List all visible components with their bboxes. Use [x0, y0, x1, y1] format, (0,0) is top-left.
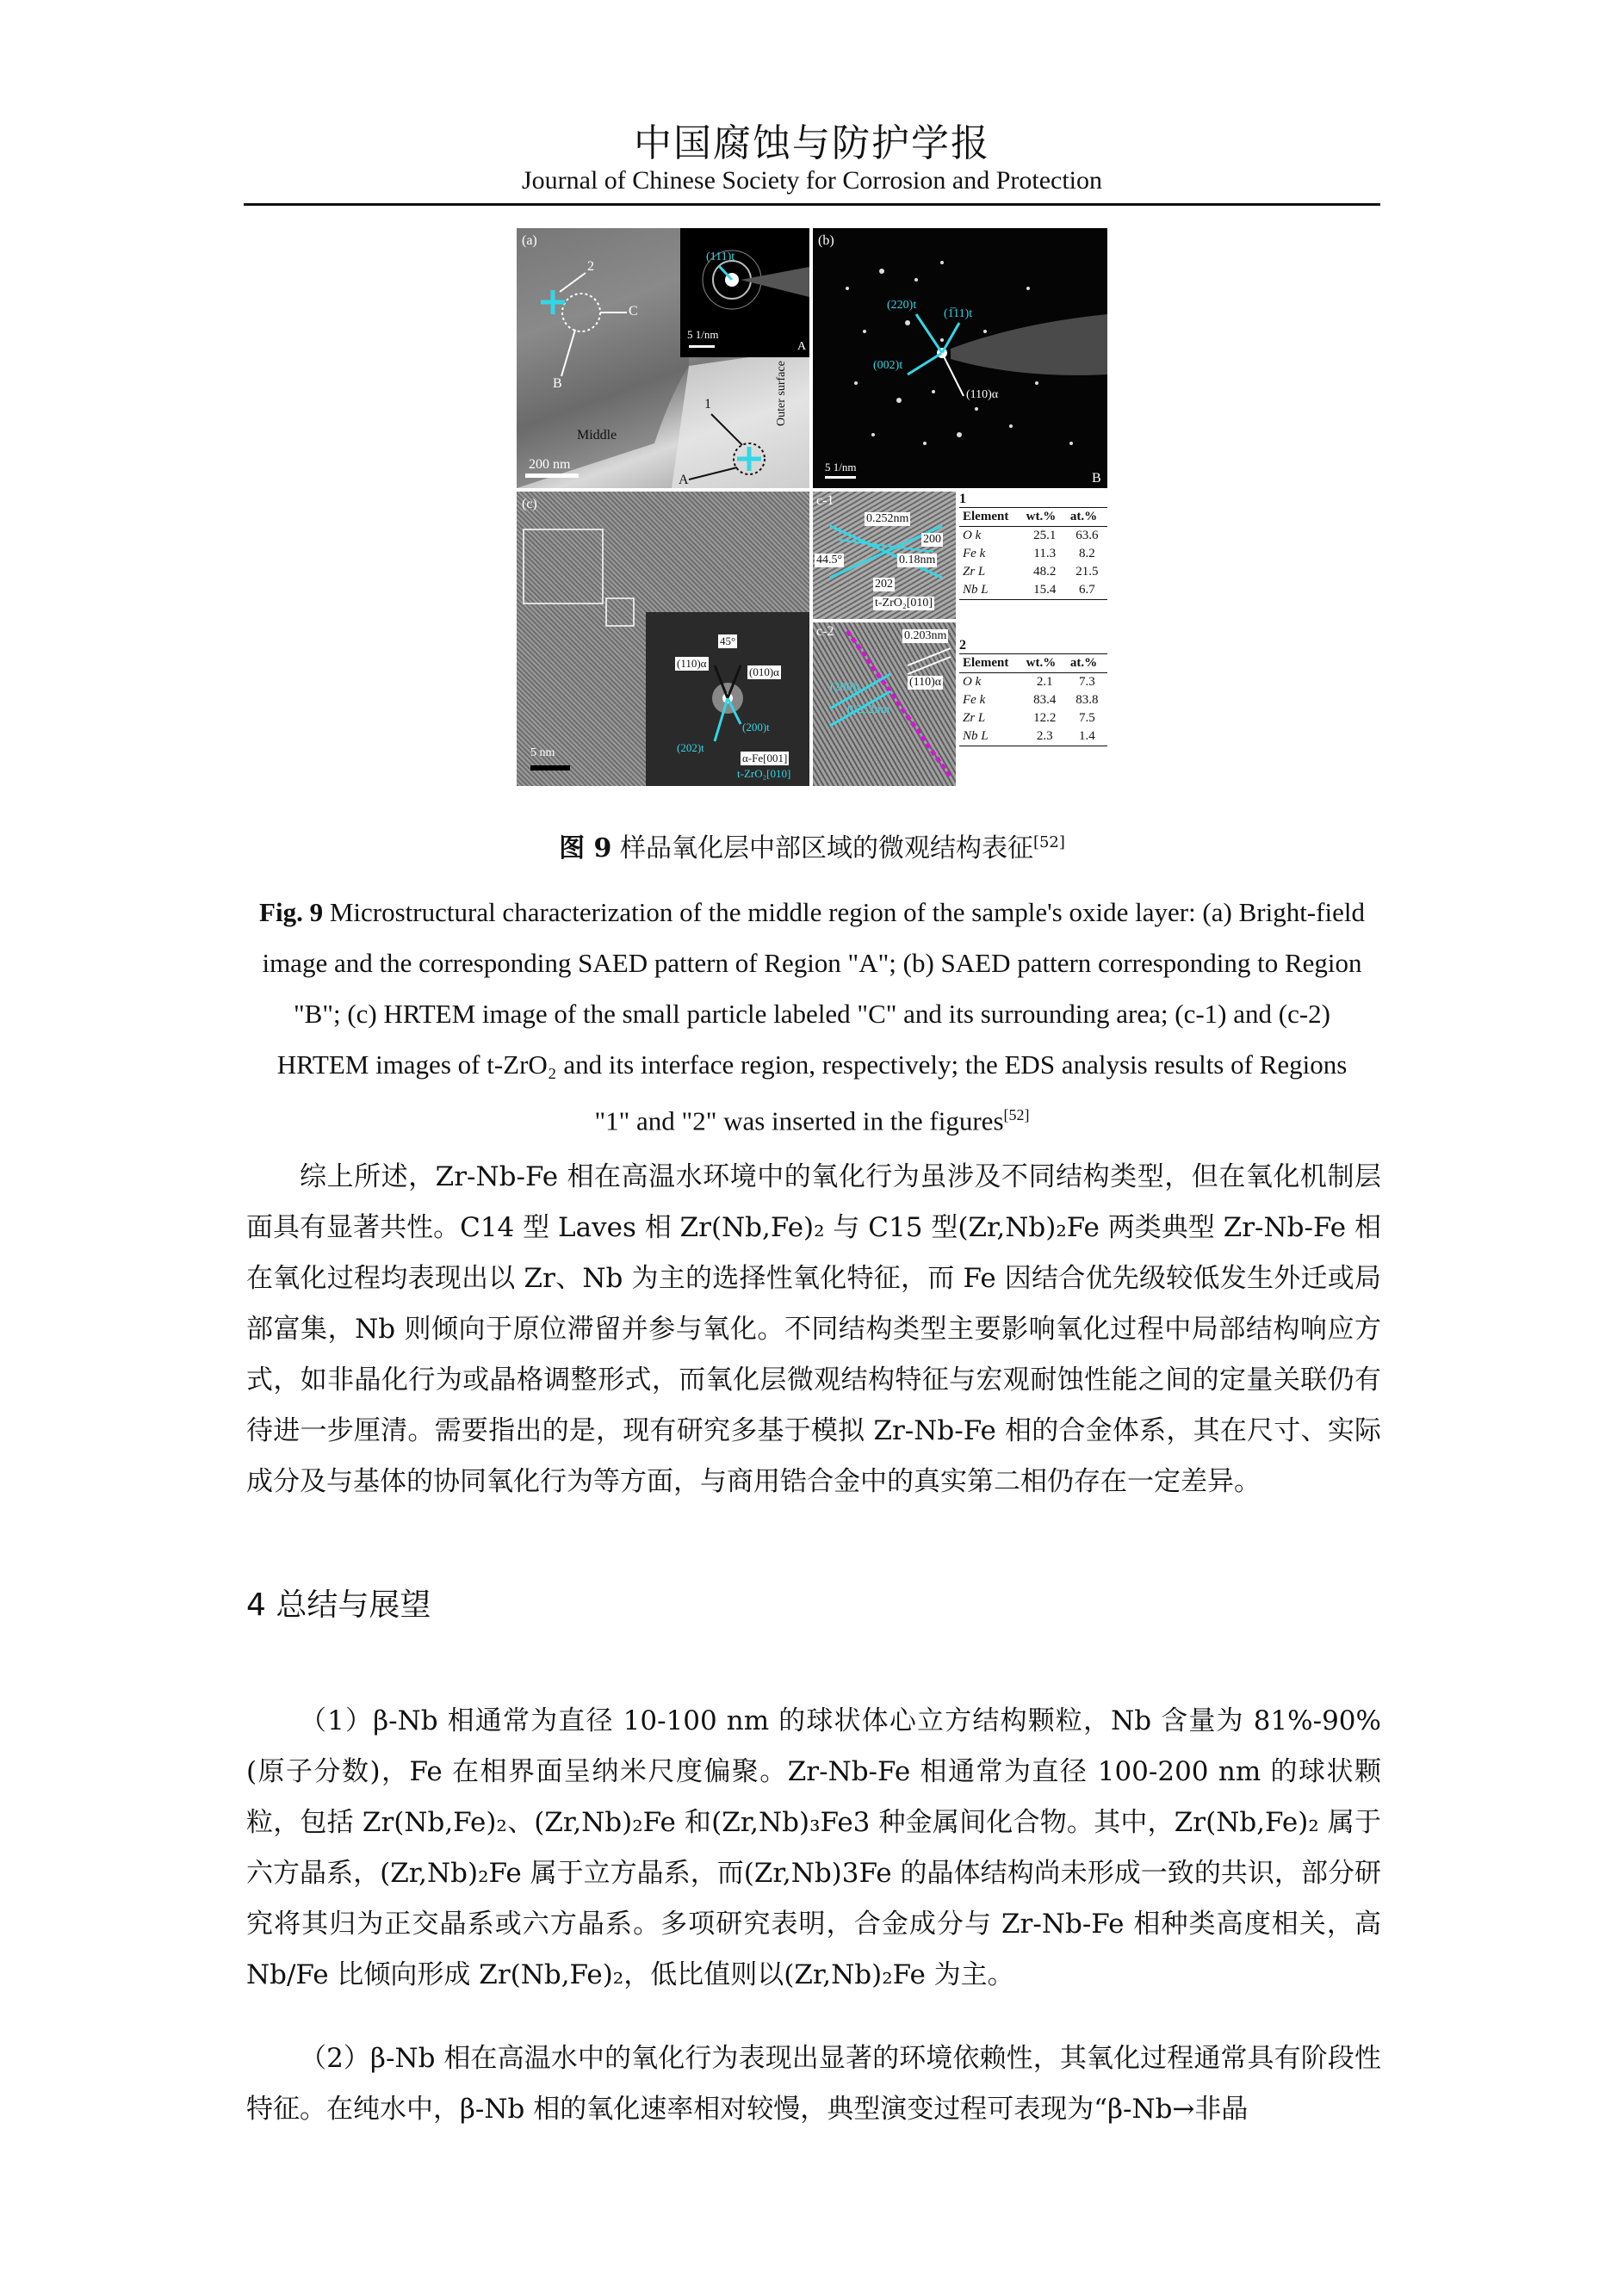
cell: 11.3	[1033, 547, 1057, 560]
region-middle-label: Middle	[577, 428, 617, 442]
cell: 21.5	[1075, 565, 1099, 579]
paragraph-conclusion-1: （1）β-Nb 相通常为直径 10-100 nm 的球状体心立方结构颗粒，Nb 含量为 81%-90%(原子分数)，Fe 在相界面呈纳米尺度偏聚。Zr-Nb-Fe 相通常为直径 100-200 nm 的球状颗粒，包括 Zr(Nb,Fe)₂、(Zr,Nb)₂Fe 和(Zr,Nb)₃Fe3 种金属间化合物。其中，Zr(Nb,Fe)₂ 属于六方晶系，(Zr,Nb)₂Fe 属于立方晶系，而(Zr,Nb)3Fe 的晶体结构尚未形成一致的共识，部分研究将其归为正交晶系或六方晶系。多项研究表明，合金成分与 Zr-Nb-Fe 相种类高度相关，高 Nb/Fe 比倾向形成 Zr(Nb,Fe)₂，低比值则以(Zr,Nb)₂Fe 为主。	[246, 1705, 1382, 1990]
cell: Fe k	[963, 547, 986, 560]
fft-zone-2: t-ZrO₂[010]	[737, 767, 791, 780]
cell: Nb L	[963, 583, 989, 597]
eds1-region: 1	[959, 492, 966, 506]
marker-c: C	[629, 304, 638, 319]
inset-label: A	[797, 340, 807, 353]
marker-2: 2	[587, 259, 594, 274]
table-row	[959, 545, 1107, 563]
eds-table-2	[959, 638, 1107, 786]
c2-d1: 0.203nm	[904, 629, 947, 642]
header-rule	[244, 203, 1380, 206]
panel-c2	[813, 622, 956, 786]
cell: 15.4	[1033, 583, 1057, 597]
cell: 83.4	[1033, 693, 1057, 707]
cell: Zr L	[963, 565, 986, 579]
c1-angle: 44.5°	[816, 554, 843, 566]
eds1-h-element: Element	[959, 508, 1023, 527]
spot-220: (220)t	[887, 299, 917, 312]
table-row	[959, 673, 1107, 692]
fft-inset	[646, 612, 809, 786]
caption-en-prefix: Fig. 9	[259, 897, 324, 927]
eds1-h-at: at.%	[1067, 508, 1107, 527]
inset-scale: 5 1/nm	[687, 328, 719, 341]
c1-plane2: 202	[875, 578, 893, 591]
table-row	[959, 691, 1107, 709]
cell: 6.7	[1079, 583, 1095, 597]
figure-9	[517, 228, 1107, 786]
marker-a: A	[679, 473, 689, 487]
cell: 7.5	[1079, 711, 1095, 725]
cell: Zr L	[963, 711, 986, 725]
panel-c2-label: c-2	[816, 624, 834, 639]
cell: 7.3	[1079, 675, 1095, 689]
cell: 63.6	[1075, 529, 1099, 542]
panel-a-inset	[680, 228, 809, 357]
fft-zone-1: α-Fe[001]	[742, 752, 788, 764]
fft-spot-202t: (202)t	[677, 741, 704, 754]
c2-plane2: (200)t	[830, 681, 860, 694]
panel-b	[813, 228, 1107, 488]
paragraph-conclusion-2: （2）β-Nb 相在高温水中的氧化行为表现出显著的环境依赖性，其氧化过程通常具有阶段性特征。在纯水中，β-Nb 相的氧化速率相对较慢，典型演变过程可表现为“β-Nb→非晶	[246, 2043, 1381, 2125]
caption-en	[258, 887, 1366, 1146]
table-row	[959, 563, 1107, 581]
eds2-table	[959, 653, 1107, 746]
c1-plane1: 200	[923, 533, 941, 546]
caption-en-text: Microstructural characterization of the middle region of the sample's oxide layer: (a) Bright-field image and the corresponding SAED pattern of Region "A"; (b) SAED pattern corresponding to Region "B"; (c) HRTEM image of the small particle labeled "C" and its surrounding area; (c-1) and (c-2) HRTEM images of t-ZrO₂ and its interface region, respectively; the EDS analysis results of Regions "1" and "2" was inserted in the figures	[262, 897, 1365, 1136]
c1-zone: t-ZrO₂[010]	[875, 597, 933, 610]
table-row	[959, 709, 1107, 727]
region-outer-label: Outer surface	[775, 361, 788, 426]
table-row	[959, 727, 1107, 746]
cell: 8.2	[1079, 547, 1095, 560]
cell: O k	[963, 529, 982, 542]
panel-b-scale: 5 1/nm	[825, 461, 857, 473]
spot-111: (1̅11)t	[944, 307, 973, 320]
c1-d2: 0.18nm	[899, 554, 936, 566]
table-row	[959, 581, 1107, 600]
inset-spot-111: (111)t	[706, 251, 735, 263]
caption-cn-prefix: 图 9	[559, 833, 612, 863]
cell: O k	[963, 675, 982, 689]
fft-angle: 45°	[720, 634, 736, 647]
cell: 2.3	[1036, 729, 1053, 743]
panel-b-label: (b)	[818, 233, 834, 248]
marker-1: 1	[704, 397, 711, 412]
caption-cn	[0, 826, 1624, 864]
cell: 25.1	[1033, 529, 1057, 542]
eds1-h-wt: wt.%	[1023, 508, 1067, 527]
eds-table-1	[959, 492, 1107, 621]
eds2-h-element: Element	[959, 654, 1023, 673]
cell: 2.1	[1036, 675, 1053, 689]
eds2-h-at: at.%	[1067, 654, 1107, 673]
caption-en-ref: [52]	[1003, 1106, 1030, 1123]
caption-cn-ref: [52]	[1032, 833, 1065, 851]
marker-b: B	[553, 376, 562, 391]
table-row	[959, 527, 1107, 546]
cell: 48.2	[1033, 565, 1057, 579]
cell: Fe k	[963, 693, 986, 707]
cell: 83.8	[1075, 693, 1099, 707]
cell: 12.2	[1033, 711, 1057, 725]
paragraph-summary: 综上所述，Zr-Nb-Fe 相在高温水环境中的氧化行为虽涉及不同结构类型，但在氧化机制层面具有显著共性。C14 型 Laves 相 Zr(Nb,Fe)₂ 与 C15 型(Zr,Nb)₂Fe 两类典型 Zr-Nb-Fe 相在氧化过程均表现出以 Zr、Nb 为主的选择性氧化特征，而 Fe 因结合优先级较低发生外迁或局部富集，Nb 则倾向于原位滞留并参与氧化。不同结构类型主要影响氧化过程中局部结构响应方式，如非晶化行为或晶格调整形式，而氧化层微观结构特征与宏观耐蚀性能之间的定量关联仍有待进一步厘清。需要指出的是，现有研究多基于模拟 Zr-Nb-Fe 相的合金体系，其在尺寸、实际成分及与基体的协同氧化行为等方面，与商用锆合金中的真实第二相仍存在一定差异。	[246, 1161, 1381, 1497]
journal-title-en: Journal of Chinese Society for Corrosion and Protection	[521, 166, 1103, 195]
journal-title-cn: 中国腐蚀与防护学报	[634, 121, 990, 165]
c2-plane: (110)α	[909, 676, 942, 689]
eds2-h-wt: wt.%	[1023, 654, 1067, 673]
eds2-region: 2	[959, 638, 966, 653]
c2-d2: 0.252nm	[847, 703, 890, 716]
panel-a	[517, 228, 809, 488]
cell: Nb L	[963, 729, 989, 743]
panel-c1	[813, 492, 956, 619]
section-title: 4 总结与展望	[246, 1587, 431, 1623]
spot-002: (002)t	[873, 359, 903, 372]
eds1-table	[959, 507, 1107, 600]
panel-c1-label: c-1	[816, 493, 834, 508]
panel-a-scale: 200 nm	[529, 457, 571, 472]
fft-spot-010a: (010)α	[749, 665, 779, 678]
fft-spot-200t: (200)t	[742, 721, 770, 733]
panel-b-art	[813, 228, 1107, 488]
fft-spot-110a: (110)α	[677, 657, 707, 670]
panel-c-scale: 5 nm	[530, 746, 555, 759]
panel-a-label: (a)	[522, 233, 537, 248]
cell: 1.4	[1079, 729, 1095, 743]
c1-d1: 0.252nm	[866, 512, 909, 525]
caption-cn-text: 样品氧化层中部区域的微观结构表征	[611, 833, 1033, 863]
spot-110a: (110)α	[966, 388, 999, 401]
panel-b-corner: B	[1092, 471, 1101, 486]
panel-c	[517, 492, 809, 786]
panel-c-label: (c)	[522, 497, 537, 511]
